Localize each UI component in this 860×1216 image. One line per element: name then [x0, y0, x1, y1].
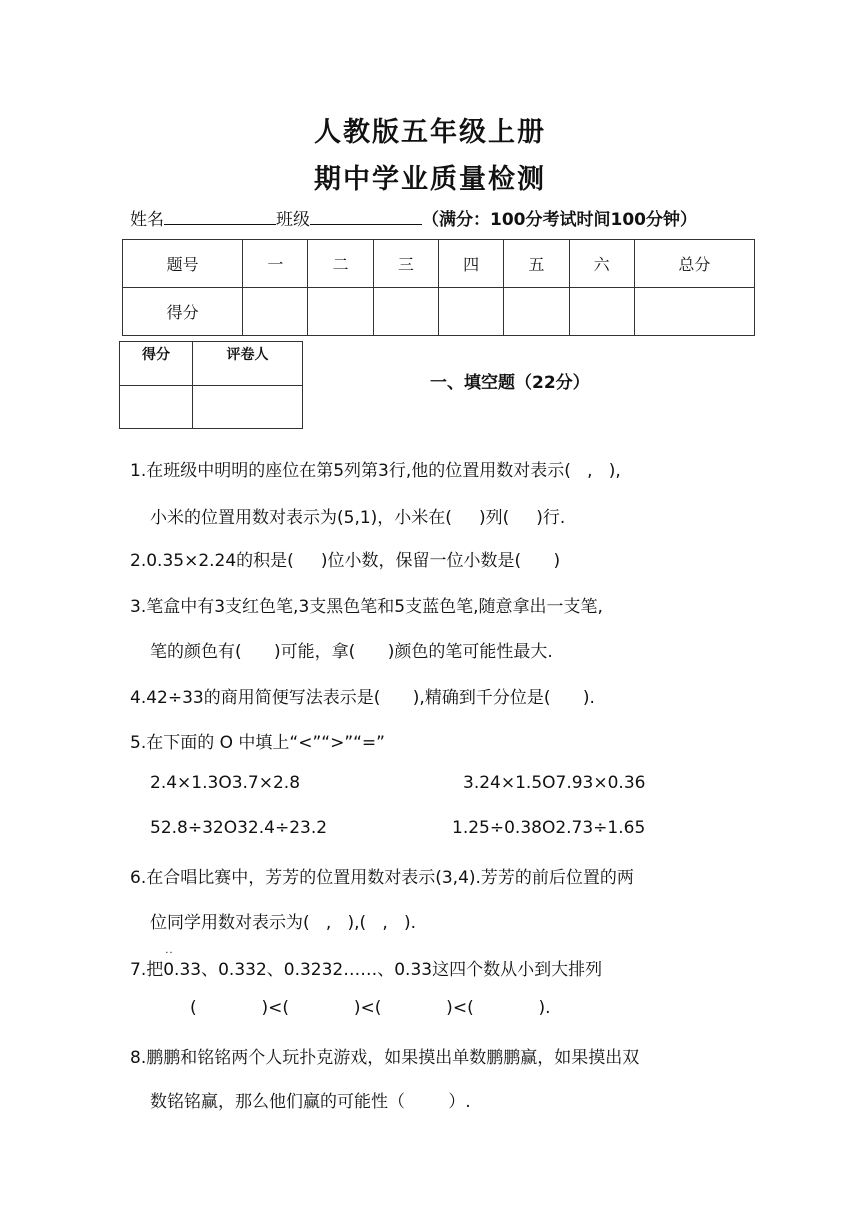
score-header-row: [123, 240, 755, 288]
question-5-item-d: 1.25÷0.38O2.73÷1.65: [452, 818, 646, 838]
score-cell: [308, 288, 373, 336]
score-cell: [504, 288, 569, 336]
score-cell: [243, 288, 308, 336]
question-7-line-1: [130, 948, 603, 980]
grader-score-label: 得分: [120, 342, 193, 386]
score-header-cell: 题号: [123, 240, 243, 288]
question-3-line-2: 笔的颜色有( )可能，拿( )颜色的笔可能性最大.: [150, 642, 553, 662]
repeating-decimal: [163, 948, 202, 980]
student-info-line: [130, 205, 697, 230]
score-header-cell: 总分: [634, 240, 754, 288]
score-header-cell: 一: [243, 240, 308, 288]
exam-info: （满分：100分考试时间100分钟）: [422, 210, 697, 230]
name-label: 姓名: [130, 210, 164, 230]
score-header-cell: 二: [308, 240, 373, 288]
question-5-item-c: 52.8÷32O32.4÷23.2: [150, 818, 328, 838]
score-cell: [569, 288, 634, 336]
score-header-cell: 六: [569, 240, 634, 288]
question-5: 5.在下面的 O 中填上“<”“>”“=”: [130, 733, 385, 753]
score-cell: [438, 288, 503, 336]
question-6-line-2: 位同学用数对表示为( , ),( , ).: [150, 913, 416, 933]
exam-subtitle: 期中学业质量检测: [314, 164, 546, 195]
repeating-decimal-value: 0.33: [163, 960, 202, 980]
grader-header-row: [120, 342, 303, 386]
question-8-line-1: 8.鹏鹏和铭铭两个人玩扑克游戏，如果摸出单数鹏鹏赢，如果摸出双: [130, 1048, 640, 1068]
score-value-row: [123, 288, 755, 336]
question-5-item-b: 3.24×1.5O7.93×0.36: [463, 773, 646, 793]
exam-title: 人教版五年级上册: [314, 117, 546, 148]
score-cell: [373, 288, 438, 336]
grader-name-cell: [193, 386, 303, 429]
question-1-line-1: 1.在班级中明明的座位在第5列第3行,他的位置用数对表示( , ),: [130, 461, 621, 481]
score-header-cell: 三: [373, 240, 438, 288]
question-3-line-1: 3.笔盒中有3支红色笔,3支黑色笔和5支蓝色笔,随意拿出一支笔,: [130, 597, 603, 617]
grader-name-label: 评卷人: [193, 342, 303, 386]
grader-table: [119, 341, 303, 429]
question-1-line-2: 小米的位置用数对表示为(5,1)，小米在( )列( )行.: [150, 508, 566, 528]
class-blank: [310, 210, 422, 225]
name-blank: [164, 210, 276, 225]
score-header-cell: 四: [438, 240, 503, 288]
section-title: 一、填空题（22分）: [430, 373, 590, 393]
question-2: 2.0.35×2.24的积是( )位小数，保留一位小数是( ): [130, 551, 561, 571]
question-7-line-2: ( )<( )<( )<( ).: [190, 998, 551, 1018]
score-header-cell: 五: [504, 240, 569, 288]
question-5-item-a: 2.4×1.3O3.7×2.8: [150, 773, 301, 793]
score-table: [122, 239, 755, 336]
class-label: 班级: [276, 210, 310, 230]
question-7-rest: 、0.332、0.3232……、0.33这四个数从小到大排列: [201, 960, 603, 980]
question-8-line-2: 数铭铭赢，那么他们赢的可能性（ ）.: [150, 1092, 471, 1112]
grader-score-cell: [120, 386, 193, 429]
grader-value-row: [120, 386, 303, 429]
question-6-line-1: 6.在合唱比赛中，芳芳的位置用数对表示(3,4).芳芳的前后位置的两: [130, 868, 634, 888]
repeating-dots: ··: [165, 948, 174, 959]
score-row-label: 得分: [123, 288, 243, 336]
question-4: 4.42÷33的商用简便写法表示是( ),精确到千分位是( ).: [130, 688, 595, 708]
question-7-prefix: 7.把: [130, 960, 164, 980]
score-cell: [634, 288, 754, 336]
